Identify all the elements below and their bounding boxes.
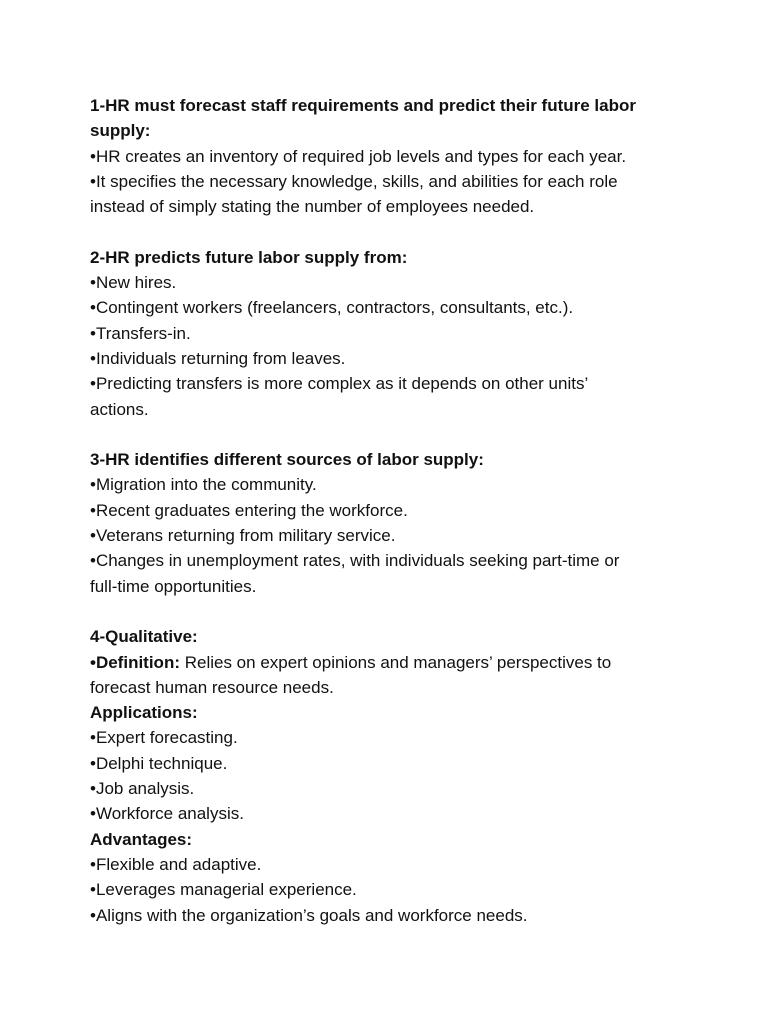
application-item: •Expert forecasting. <box>90 728 238 748</box>
paragraph-gap <box>90 422 708 447</box>
section-heading: 1-HR must forecast staff requirements and predict their future labor <box>90 96 636 115</box>
paragraph-gap <box>90 599 708 624</box>
application-item: •Workforce analysis. <box>90 804 244 824</box>
section-3 <box>90 447 708 599</box>
advantage-item: •Aligns with the organization’s goals and workforce needs. <box>90 905 528 925</box>
section-4 <box>90 624 708 928</box>
definition-text: Relies on expert opinions and managers’ perspectives to <box>180 652 612 672</box>
advantages-label: Advantages: <box>90 829 193 849</box>
bullet-item: •New hires. <box>90 273 177 293</box>
bullet-item: •Transfers-in. <box>90 323 191 343</box>
advantage-item: •Leverages managerial experience. <box>90 880 357 900</box>
bullet-item-continuation: instead of simply stating the number of employees needed. <box>90 197 535 217</box>
section-heading: 2-HR predicts future labor supply from: <box>90 247 408 267</box>
section-heading: 3-HR identifies different sources of labor supply: <box>90 450 484 470</box>
bullet-item-continuation: full-time opportunities. <box>90 576 257 596</box>
paragraph-gap <box>90 219 708 244</box>
bullet-item: •Contingent workers (freelancers, contractors, consultants, etc.). <box>90 298 574 318</box>
bullet-item: •Migration into the community. <box>90 475 317 495</box>
bullet-item: •HR creates an inventory of required job levels and types for each year. <box>90 146 627 166</box>
definition-continuation: forecast human resource needs. <box>90 677 334 697</box>
advantage-item: •Flexible and adaptive. <box>90 854 262 874</box>
bullet-item-continuation: actions. <box>90 399 149 419</box>
bullet-item: •Individuals returning from leaves. <box>90 348 346 368</box>
bullet-item: •Recent graduates entering the workforce. <box>90 500 408 520</box>
section-heading: 4-Qualitative: <box>90 627 198 647</box>
application-item: •Job analysis. <box>90 779 195 799</box>
bullet-item: •Predicting transfers is more complex as it depends on other units’ <box>90 374 589 394</box>
definition-line <box>90 650 708 675</box>
section-2 <box>90 245 708 422</box>
section-heading: supply: <box>90 121 151 141</box>
bullet-item: •It specifies the necessary knowledge, skills, and abilities for each role <box>90 171 618 191</box>
bullet-item: •Changes in unemployment rates, with individuals seeking part-time or <box>90 551 620 571</box>
applications-label: Applications: <box>90 703 198 723</box>
bullet-item: •Veterans returning from military service. <box>90 526 396 546</box>
definition-label: •Definition: <box>90 652 180 672</box>
application-item: •Delphi technique. <box>90 753 228 773</box>
section-1 <box>90 93 708 219</box>
